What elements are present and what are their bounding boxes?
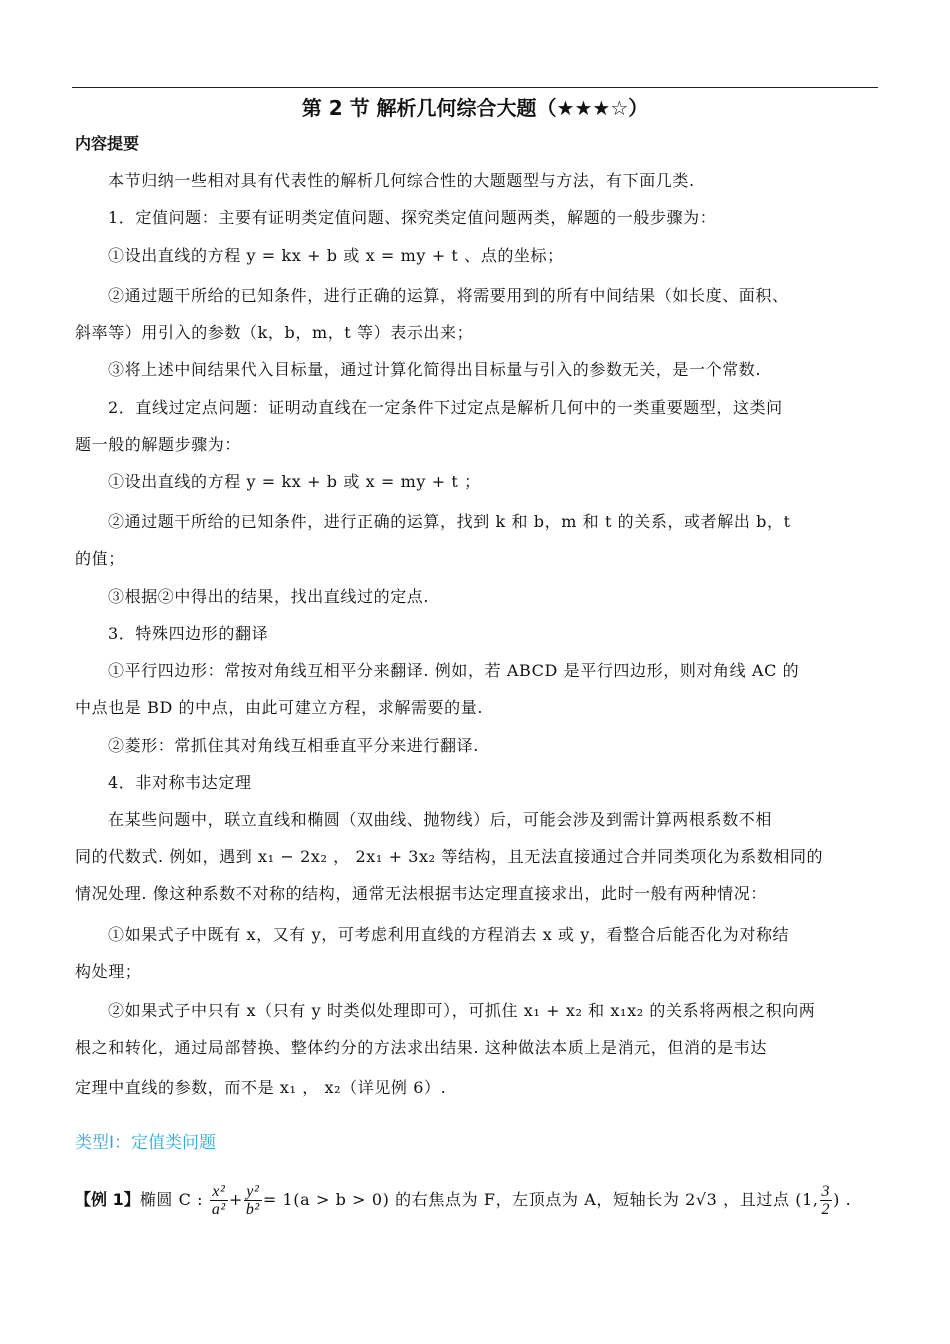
paragraph-line: ③根据②中得出的结果，找出直线过的定点.: [108, 587, 430, 606]
paragraph-line: ②通过题干所给的已知条件，进行正确的运算，找到 k 和 b，m 和 t 的关系，或者解出 b，t: [108, 512, 791, 531]
paragraph-line: 本节归纳一些相对具有代表性的解析几何综合性的大题题型与方法，有下面几类.: [108, 171, 695, 190]
fraction-denominator: 2: [821, 1201, 831, 1218]
example-1: [75, 1180, 885, 1220]
paragraph-line: ②通过题干所给的已知条件，进行正确的运算，将需要用到的所有中间结果（如长度、面积、: [108, 286, 789, 305]
fraction-x2-a2: [210, 1183, 228, 1218]
fraction-numerator: 3: [821, 1183, 831, 1200]
fraction-numerator: x²: [210, 1183, 228, 1201]
paragraph-line: 同的代数式. 例如，遇到 x₁ − 2x₂ ， 2x₁ + 3x₂ 等结构，且无法直接通过合并同类项化为系数相同的: [75, 847, 824, 866]
paragraph-line: 根之和转化，通过局部替换、整体约分的方法求出结果. 这种做法本质上是消元，但消的是韦达: [75, 1038, 767, 1057]
paragraph-line: 的值；: [75, 549, 125, 568]
section-title: 第 2 节 解析几何综合大题（★★★☆）: [301, 96, 649, 120]
paragraph-line: ①平行四边形：常按对角线互相平分来翻译. 例如，若 ABCD 是平行四边形，则对角线 AC 的: [108, 661, 800, 680]
paragraph-line: 3．特殊四边形的翻译: [108, 624, 269, 643]
summary-heading: 内容提要: [75, 134, 140, 153]
fraction-3-2: [820, 1183, 833, 1218]
paragraph-line: 中点也是 BD 的中点，由此可建立方程，求解需要的量.: [75, 698, 484, 717]
paragraph-line: ③将上述中间结果代入目标量，通过计算化简得出目标量与引入的参数无关，是一个常数.: [108, 360, 762, 379]
example-text: = 1(a > b > 0) 的右焦点为 F，左顶点为 A，短轴长为 2√3 ，且过点 (1,: [262, 1190, 819, 1209]
example-text: 椭圆 C :: [139, 1190, 204, 1209]
example-label: 【例 1】: [75, 1190, 140, 1209]
paragraph-line: ①设出直线的方程 y = kx + b 或 x = my + t ；: [108, 472, 481, 491]
paragraph-line: 在某些问题中，联立直线和椭圆（双曲线、抛物线）后，可能会涉及到需计算两根系数不相: [108, 810, 773, 829]
type-heading: 类型Ⅰ：定值类问题: [75, 1133, 217, 1153]
header-rule: [72, 87, 878, 88]
paragraph-line: ①设出直线的方程 y = kx + b 或 x = my + t 、点的坐标；: [108, 246, 564, 265]
paragraph-line: 斜率等）用引入的参数（k，b，m，t 等）表示出来；: [75, 323, 474, 342]
paragraph-line: 1．定值问题：主要有证明类定值问题、探究类定值问题两类，解题的一般步骤为：: [108, 208, 717, 227]
plus-sign: +: [228, 1190, 243, 1209]
example-text: ) .: [833, 1190, 852, 1209]
paragraph-line: 题一般的解题步骤为：: [75, 435, 242, 454]
paragraph-line: 定理中直线的参数，而不是 x₁ ， x₂（详见例 6）.: [75, 1078, 447, 1097]
fraction-numerator: y²: [244, 1183, 262, 1201]
paragraph-line: ②菱形：常抓住其对角线互相垂直平分来进行翻译.: [108, 736, 479, 755]
paragraph-line: 构处理；: [75, 962, 142, 981]
paragraph-line: 4．非对称韦达定理: [108, 773, 252, 792]
paragraph-line: ②如果式子中只有 x（只有 y 时类似处理即可），可抓住 x₁ + x₂ 和 x₁x₂ 的关系将两根之积向两: [108, 1001, 816, 1020]
fraction-y2-b2: [244, 1183, 262, 1218]
fraction-denominator: b²: [245, 1201, 260, 1218]
paragraph-line: ①如果式子中既有 x，又有 y，可考虑利用直线的方程消去 x 或 y，看整合后能否化为对称结: [108, 925, 790, 944]
fraction-denominator: a²: [211, 1201, 226, 1218]
paragraph-line: 情况处理. 像这种系数不对称的结构，通常无法根据韦达定理直接求出，此时一般有两种情况：: [75, 884, 767, 903]
paragraph-line: 2．直线过定点问题：证明动直线在一定条件下过定点是解析几何中的一类重要题型，这类问: [108, 398, 783, 417]
